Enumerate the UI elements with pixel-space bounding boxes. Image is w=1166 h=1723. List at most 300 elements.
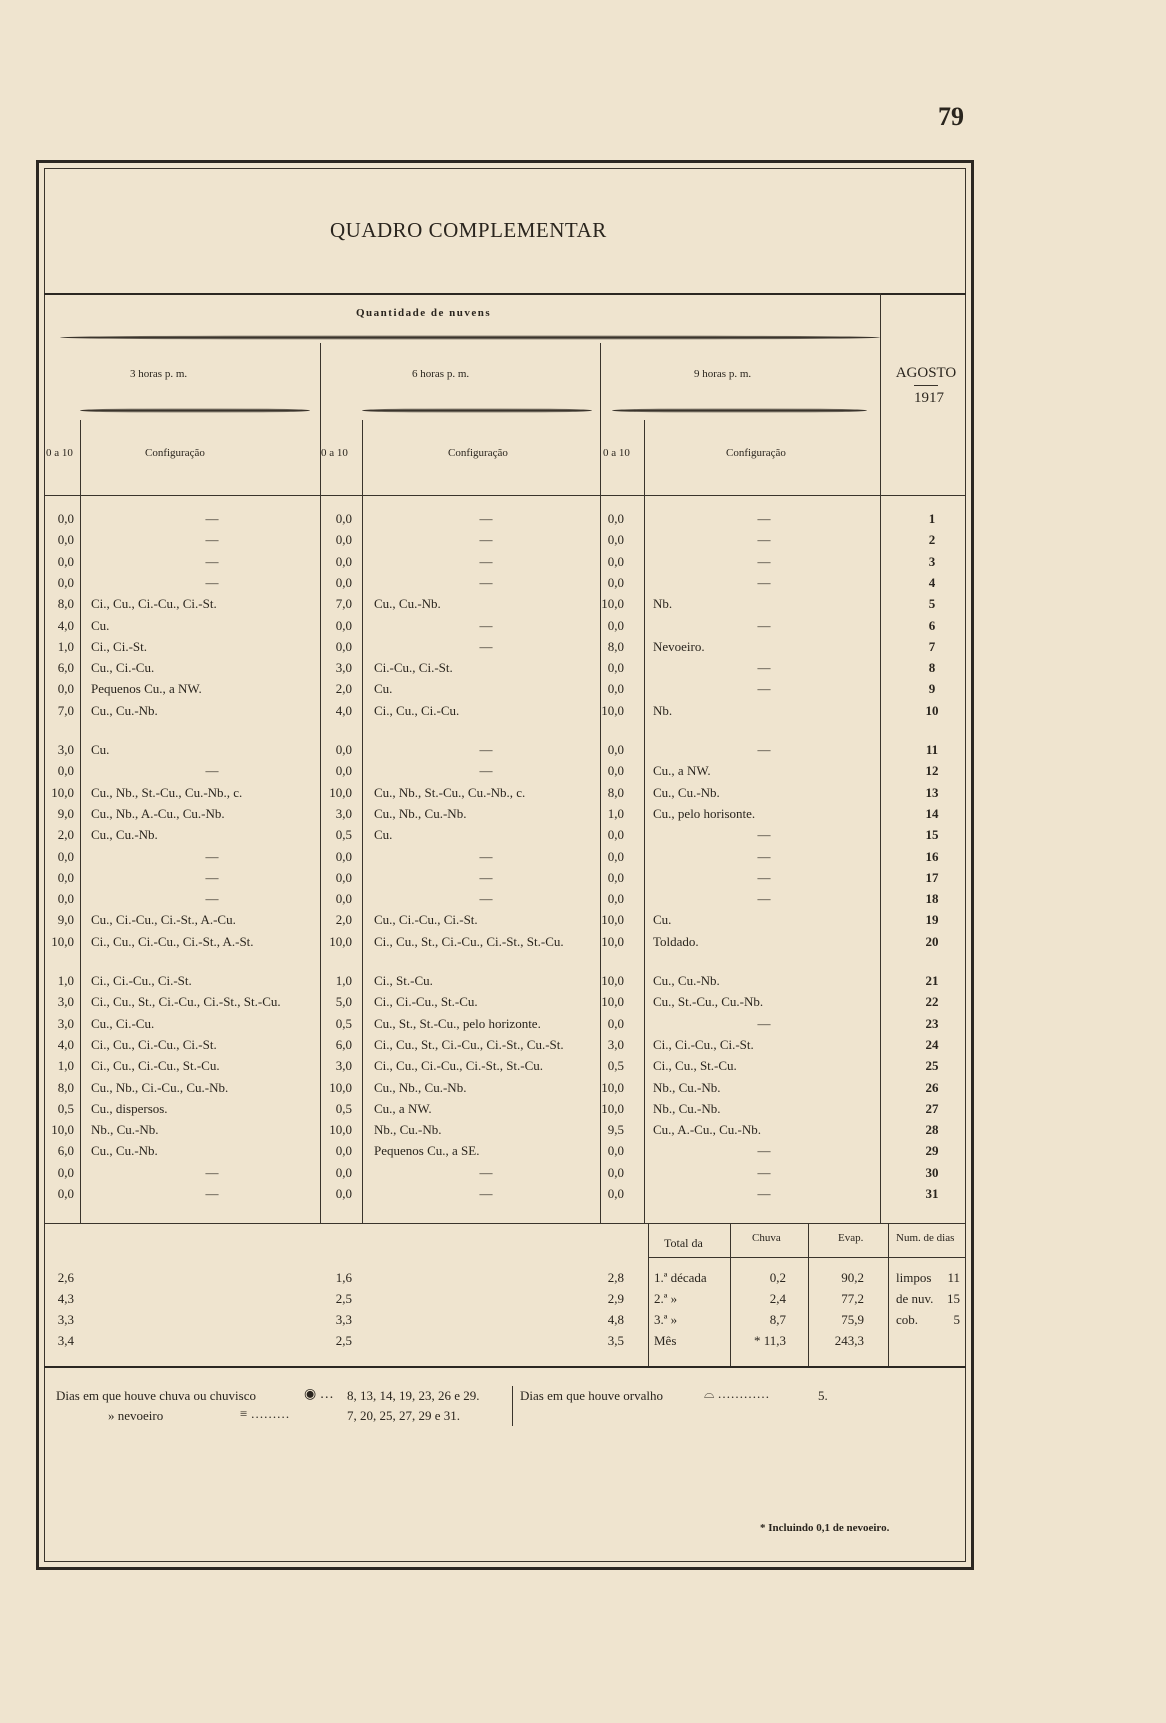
average-p1: 3,3	[57, 1312, 74, 1327]
table-row	[44, 806, 966, 826]
table-row	[44, 1143, 966, 1163]
day-number: 17	[925, 870, 939, 885]
fog-days-label: » nevoeiro	[108, 1408, 164, 1423]
table-row	[44, 1037, 966, 1057]
cloud-config-3pm: Ci., Cu., Ci.-Cu., Ci.-St.	[91, 1037, 217, 1052]
cloud-config-6pm: Ci., Cu., St., Ci.-Cu., Ci.-St., Cu.-St.	[374, 1037, 564, 1052]
cloud-amount-3pm: 0,5	[57, 1101, 74, 1116]
cloud-amount-6pm: 0,0	[335, 575, 352, 590]
cloud-amount-9pm: 0,0	[607, 849, 624, 864]
cloud-config-6pm: —	[479, 870, 493, 885]
period-1-swash	[80, 408, 310, 413]
average-p3: 2,8	[607, 1270, 624, 1285]
day-number: 15	[925, 827, 939, 842]
cloud-config-9pm: Toldado.	[653, 934, 699, 949]
table-row	[44, 681, 966, 701]
table-row	[44, 849, 966, 869]
cloud-amount-3pm: 0,0	[57, 1165, 74, 1180]
cloud-config-6pm: —	[479, 742, 493, 757]
cloud-amount-3pm: 9,0	[57, 806, 74, 821]
col-amount-2: 0 a 10	[321, 447, 348, 459]
cloud-config-9pm: Nb., Cu.-Nb.	[653, 1101, 721, 1116]
cloud-amount-6pm: 0,0	[335, 849, 352, 864]
cloud-config-9pm: Nevoeiro.	[653, 639, 705, 654]
cloud-config-9pm: Nb.	[653, 703, 673, 718]
cloud-amount-9pm: 3,0	[607, 1037, 624, 1052]
totals-chuva-value: * 11,3	[753, 1333, 786, 1348]
cloud-config-3pm: —	[205, 575, 219, 590]
cloud-amount-3pm: 6,0	[57, 660, 74, 675]
table-row	[44, 763, 966, 783]
cloud-amount-6pm: 6,0	[335, 1037, 352, 1052]
totals-chuva-value: 0,2	[769, 1270, 786, 1285]
cloud-config-9pm: —	[757, 849, 771, 864]
day-number: 23	[925, 1016, 939, 1031]
cloud-config-9pm: —	[757, 660, 771, 675]
cloud-amount-6pm: 0,0	[335, 532, 352, 547]
cloud-config-6pm: —	[479, 763, 493, 778]
dew-days-list: 5.	[818, 1388, 828, 1403]
day-number: 22	[925, 994, 939, 1009]
cloud-config-3pm: Ci., Cu., St., Ci.-Cu., Ci.-St., St.-Cu.	[91, 994, 281, 1009]
title-divider	[44, 293, 966, 295]
days-count-label: cob.	[896, 1312, 919, 1327]
cloud-config-9pm: Cu.	[653, 912, 672, 927]
day-number: 16	[925, 849, 939, 864]
cloud-amount-3pm: 8,0	[57, 1080, 74, 1095]
cloud-amount-6pm: 0,0	[335, 1165, 352, 1180]
cloud-amount-6pm: 5,0	[335, 994, 352, 1009]
cloud-amount-6pm: 0,0	[335, 870, 352, 885]
totals-row-label: 3.ª »	[654, 1312, 678, 1327]
cloud-amount-6pm: 0,0	[335, 763, 352, 778]
table-row	[44, 532, 966, 552]
cloud-amount-3pm: 6,0	[57, 1143, 74, 1158]
cloud-amount-6pm: 0,0	[335, 618, 352, 633]
cloud-amount-9pm: 10,0	[601, 994, 624, 1009]
cloud-config-9pm: Cu., a NW.	[653, 763, 711, 778]
header-bottom-rule	[44, 495, 966, 496]
cloud-config-3pm: —	[205, 511, 219, 526]
cloud-config-6pm: Ci., St.-Cu.	[374, 973, 433, 988]
cloud-amount-9pm: 0,0	[607, 681, 624, 696]
cloud-amount-3pm: 3,0	[57, 742, 74, 757]
cloud-config-9pm: —	[757, 742, 771, 757]
average-p2: 2,5	[335, 1291, 352, 1306]
cloud-amount-6pm: 0,5	[335, 827, 352, 842]
cloud-amount-9pm: 0,0	[607, 827, 624, 842]
day-number: 8	[928, 660, 936, 675]
cloud-amount-3pm: 10,0	[51, 934, 74, 949]
cloud-config-6pm: Ci., Cu., Ci.-Cu., Ci.-St., St.-Cu.	[374, 1058, 544, 1073]
cloud-amount-9pm: 10,0	[601, 912, 624, 927]
cloud-amount-3pm: 3,0	[57, 994, 74, 1009]
day-number: 4	[928, 575, 936, 590]
cloud-amount-3pm: 0,0	[57, 554, 74, 569]
page-number: 79	[938, 102, 964, 131]
totals-row-label: 1.ª década	[654, 1270, 707, 1285]
cloud-config-6pm: —	[479, 618, 493, 633]
cloud-config-9pm: —	[757, 532, 771, 547]
cloud-config-3pm: Cu., Ci.-Cu., Ci.-St., A.-Cu.	[91, 912, 236, 927]
cloud-amount-9pm: 0,0	[607, 575, 624, 590]
cloud-config-9pm: —	[757, 681, 771, 696]
cloud-config-3pm: Cu., Nb., St.-Cu., Cu.-Nb., c.	[91, 785, 243, 800]
cloud-amount-3pm: 2,0	[57, 827, 74, 842]
cloud-amount-9pm: 0,0	[607, 742, 624, 757]
average-p3: 3,5	[607, 1333, 624, 1348]
day-number: 7	[928, 639, 936, 654]
cloud-amount-9pm: 0,0	[607, 1016, 624, 1031]
cloud-amount-9pm: 0,0	[607, 532, 624, 547]
table-row	[44, 596, 966, 616]
cloud-config-3pm: —	[205, 1165, 219, 1180]
table-row	[44, 618, 966, 638]
cloud-config-6pm: Cu., Ci.-Cu., Ci.-St.	[374, 912, 478, 927]
cloud-config-3pm: Ci., Cu., Ci.-Cu., Ci.-St.	[91, 596, 217, 611]
average-p1: 3,4	[57, 1333, 74, 1348]
average-p1: 2,6	[57, 1270, 74, 1285]
cloud-config-9pm: —	[757, 1165, 771, 1180]
table-row	[44, 1016, 966, 1036]
cloud-config-3pm: Cu.	[91, 618, 110, 633]
day-number: 1	[928, 511, 936, 526]
cloud-config-6pm: Cu., a NW.	[374, 1101, 432, 1116]
col-amount-3: 0 a 10	[603, 447, 630, 459]
cloud-config-3pm: —	[205, 532, 219, 547]
cloud-amount-9pm: 10,0	[601, 1101, 624, 1116]
cloud-amount-6pm: 0,0	[335, 554, 352, 569]
day-number: 9	[928, 681, 936, 696]
cloud-amount-3pm: 0,0	[57, 870, 74, 885]
cloud-amount-9pm: 8,0	[607, 639, 624, 654]
cloud-amount-6pm: 10,0	[329, 934, 352, 949]
cloud-amount-3pm: 0,0	[57, 511, 74, 526]
cloud-amount-9pm: 0,0	[607, 763, 624, 778]
cloud-amount-3pm: 10,0	[51, 1122, 74, 1137]
totals-divider-3	[808, 1223, 809, 1366]
cloud-config-6pm: —	[479, 891, 493, 906]
cloud-config-9pm: Cu., A.-Cu., Cu.-Nb.	[653, 1122, 761, 1137]
dew-days-label: Dias em que houve orvalho	[520, 1388, 663, 1403]
day-number: 27	[925, 1101, 939, 1116]
cloud-config-6pm: Cu., St., St.-Cu., pelo horizonte.	[374, 1016, 541, 1031]
cloud-config-6pm: —	[479, 639, 493, 654]
cloud-amount-3pm: 0,0	[57, 849, 74, 864]
cloud-amount-6pm: 0,0	[335, 1186, 352, 1201]
cloud-amount-3pm: 0,0	[57, 575, 74, 590]
totals-header-rule	[648, 1257, 966, 1258]
cloud-config-3pm: Nb., Cu.-Nb.	[91, 1122, 159, 1137]
dew-symbol-icon: ⌓ …………	[704, 1386, 770, 1401]
cloud-amount-6pm: 10,0	[329, 1080, 352, 1095]
cloud-amount-6pm: 4,0	[335, 703, 352, 718]
average-p3: 4,8	[607, 1312, 624, 1327]
cloud-config-3pm: —	[205, 763, 219, 778]
cloud-config-6pm: Ci., Cu., Ci.-Cu.	[374, 703, 460, 718]
period-3-label: 9 horas p. m.	[694, 368, 752, 380]
month-header	[886, 365, 966, 407]
table-row	[44, 827, 966, 847]
cloud-config-6pm: —	[479, 849, 493, 864]
cloud-config-9pm: —	[757, 1186, 771, 1201]
cloud-config-9pm: —	[757, 891, 771, 906]
cloud-config-6pm: —	[479, 575, 493, 590]
table-row	[44, 1122, 966, 1142]
cloud-config-3pm: Cu., dispersos.	[91, 1101, 168, 1116]
table-row	[44, 1186, 966, 1206]
cloud-config-6pm: Cu., Nb., St.-Cu., Cu.-Nb., c.	[374, 785, 526, 800]
cloud-amount-3pm: 1,0	[57, 1058, 74, 1073]
cloud-amount-6pm: 0,0	[335, 742, 352, 757]
table-row	[44, 639, 966, 659]
cloud-amount-3pm: 1,0	[57, 639, 74, 654]
cloud-config-9pm: Cu., Cu.-Nb.	[653, 973, 720, 988]
cloud-amount-6pm: 10,0	[329, 785, 352, 800]
average-p2: 2,5	[335, 1333, 352, 1348]
days-count-label: de nuv.	[896, 1291, 934, 1306]
cloud-config-6pm: Cu.	[374, 827, 393, 842]
year-label: 1917	[914, 385, 938, 407]
cloud-config-3pm: Cu., Ci.-Cu.	[91, 1016, 155, 1031]
day-number: 3	[928, 554, 936, 569]
body-bottom-rule	[44, 1223, 966, 1224]
totals-row-label: Mês	[654, 1333, 677, 1348]
cloud-config-9pm: Cu., Cu.-Nb.	[653, 785, 720, 800]
average-p2: 1,6	[335, 1270, 352, 1285]
cloud-config-3pm: Cu., Ci.-Cu.	[91, 660, 155, 675]
cloud-amount-9pm: 9,5	[607, 1122, 624, 1137]
totals-header-total: Total da	[664, 1236, 703, 1250]
cloud-config-3pm: Cu., Nb., A.-Cu., Cu.-Nb.	[91, 806, 225, 821]
footnote: * Incluindo 0,1 de nevoeiro.	[760, 1522, 890, 1534]
totals-divider-4	[888, 1223, 889, 1366]
day-number: 10	[925, 703, 939, 718]
cloud-config-9pm: Cu., St.-Cu., Cu.-Nb.	[653, 994, 764, 1009]
cloud-config-6pm: Nb., Cu.-Nb.	[374, 1122, 442, 1137]
cloud-config-9pm: Ci., Ci.-Cu., Ci.-St.	[653, 1037, 754, 1052]
cloud-amount-9pm: 0,0	[607, 618, 624, 633]
cloud-config-3pm: Cu., Cu.-Nb.	[91, 1143, 158, 1158]
col-amount-1: 0 a 10	[46, 447, 73, 459]
day-number: 6	[928, 618, 936, 633]
day-number: 20	[925, 934, 939, 949]
cloud-config-3pm: Ci., Cu., Ci.-Cu., Ci.-St., A.-St.	[91, 934, 254, 949]
cloud-config-9pm: Nb.	[653, 596, 673, 611]
cloud-config-6pm: Ci., Ci.-Cu., St.-Cu.	[374, 994, 478, 1009]
cloud-amount-9pm: 0,5	[607, 1058, 624, 1073]
totals-chuva-value: 8,7	[769, 1312, 786, 1327]
cloud-amount-6pm: 3,0	[335, 1058, 352, 1073]
table-row	[44, 1165, 966, 1185]
cloud-amount-6pm: 7,0	[335, 596, 352, 611]
cloud-amount-9pm: 10,0	[601, 1080, 624, 1095]
cloud-config-9pm: —	[757, 511, 771, 526]
days-count-value: 5	[953, 1312, 960, 1327]
cloud-amount-3pm: 10,0	[51, 785, 74, 800]
cloud-config-9pm: Nb., Cu.-Nb.	[653, 1080, 721, 1095]
cloud-config-3pm: —	[205, 891, 219, 906]
cloud-amount-9pm: 0,0	[607, 511, 624, 526]
cloud-config-6pm: Cu., Nb., Cu.-Nb.	[374, 806, 467, 821]
day-number: 13	[925, 785, 939, 800]
cloud-config-9pm: —	[757, 1143, 771, 1158]
cloud-amount-6pm: 0,0	[335, 511, 352, 526]
table-row	[44, 703, 966, 723]
section-header: Quantidade de nuvens	[356, 307, 492, 319]
table-row	[44, 554, 966, 574]
col-config-3: Configuração	[726, 447, 786, 459]
totals-divider-1	[648, 1223, 649, 1366]
cloud-config-3pm: Ci., Cu., Ci.-Cu., St.-Cu.	[91, 1058, 220, 1073]
month-label: AGOSTO	[895, 365, 957, 381]
cloud-config-3pm: —	[205, 554, 219, 569]
totals-evap-value: 75,9	[841, 1312, 864, 1327]
period-2-swash	[362, 408, 592, 413]
cloud-amount-3pm: 0,0	[57, 1186, 74, 1201]
totals-row-label: 2.ª »	[654, 1291, 678, 1306]
table-row	[44, 1058, 966, 1078]
day-number: 31	[925, 1186, 939, 1201]
cloud-amount-6pm: 2,0	[335, 681, 352, 696]
day-number: 28	[925, 1122, 939, 1137]
totals-header-evap: Evap.	[838, 1232, 864, 1244]
cloud-amount-3pm: 0,0	[57, 891, 74, 906]
period-1-label: 3 horas p. m.	[130, 368, 188, 380]
cloud-amount-9pm: 10,0	[601, 703, 624, 718]
day-number: 5	[928, 596, 936, 611]
table-title: QUADRO COMPLEMENTAR	[330, 218, 607, 242]
day-number: 12	[925, 763, 939, 778]
cloud-amount-6pm: 0,0	[335, 891, 352, 906]
table-row	[44, 994, 966, 1014]
cloud-amount-3pm: 8,0	[57, 596, 74, 611]
cloud-config-3pm: —	[205, 849, 219, 864]
average-p1: 4,3	[57, 1291, 74, 1306]
cloud-config-3pm: Pequenos Cu., a NW.	[91, 681, 202, 696]
cloud-config-9pm: —	[757, 575, 771, 590]
cloud-config-6pm: —	[479, 532, 493, 547]
totals-header-dias: Num. de dias	[896, 1232, 955, 1244]
totals-evap-value: 243,3	[834, 1333, 864, 1348]
cloud-amount-3pm: 1,0	[57, 973, 74, 988]
totals-divider-2	[730, 1223, 731, 1366]
footer-divider	[512, 1386, 513, 1426]
cloud-amount-3pm: 7,0	[57, 703, 74, 718]
day-number: 2	[928, 532, 936, 547]
day-number: 24	[925, 1037, 939, 1052]
rain-symbol-icon: ◉ …	[304, 1387, 334, 1402]
cloud-config-6pm: —	[479, 1165, 493, 1180]
average-p2: 3,3	[335, 1312, 352, 1327]
cloud-config-3pm: Cu., Nb., Ci.-Cu., Cu.-Nb.	[91, 1080, 229, 1095]
cloud-amount-9pm: 10,0	[601, 934, 624, 949]
cloud-amount-9pm: 0,0	[607, 554, 624, 569]
cloud-config-6pm: Cu., Nb., Cu.-Nb.	[374, 1080, 467, 1095]
day-number: 11	[925, 742, 939, 757]
cloud-amount-9pm: 0,0	[607, 870, 624, 885]
cloud-config-3pm: Ci., Ci.-St.	[91, 639, 147, 654]
table-row	[44, 742, 966, 762]
summary-bottom-rule	[44, 1366, 966, 1368]
header-swash	[60, 335, 880, 340]
cloud-amount-3pm: 3,0	[57, 1016, 74, 1031]
totals-evap-value: 90,2	[841, 1270, 864, 1285]
cloud-config-6pm: —	[479, 554, 493, 569]
cloud-config-3pm: Cu.	[91, 742, 110, 757]
day-number: 30	[925, 1165, 939, 1180]
cloud-amount-9pm: 0,0	[607, 660, 624, 675]
day-number: 29	[925, 1143, 939, 1158]
rain-days-label: Dias em que houve chuva ou chuvisco	[56, 1388, 257, 1403]
cloud-amount-9pm: 0,0	[607, 1165, 624, 1180]
cloud-amount-6pm: 0,0	[335, 1143, 352, 1158]
cloud-amount-6pm: 1,0	[335, 973, 352, 988]
cloud-config-9pm: Cu., pelo horisonte.	[653, 806, 756, 821]
cloud-config-6pm: Pequenos Cu., a SE.	[374, 1143, 480, 1158]
col-config-1: Configuração	[145, 447, 205, 459]
cloud-amount-9pm: 10,0	[601, 596, 624, 611]
cloud-amount-6pm: 0,5	[335, 1101, 352, 1116]
cloud-config-9pm: —	[757, 1016, 771, 1031]
table-row	[44, 660, 966, 680]
cloud-amount-3pm: 9,0	[57, 912, 74, 927]
cloud-config-3pm: —	[205, 870, 219, 885]
day-number: 21	[925, 973, 939, 988]
table-row	[44, 870, 966, 890]
day-number: 25	[925, 1058, 939, 1073]
day-number: 26	[925, 1080, 939, 1095]
days-count-value: 15	[947, 1291, 960, 1306]
table-row	[44, 1080, 966, 1100]
cloud-config-6pm: Cu., Cu.-Nb.	[374, 596, 441, 611]
cloud-config-3pm: Cu., Cu.-Nb.	[91, 827, 158, 842]
cloud-amount-6pm: 3,0	[335, 806, 352, 821]
cloud-amount-3pm: 0,0	[57, 681, 74, 696]
period-3-swash	[612, 408, 867, 413]
totals-header-chuva: Chuva	[752, 1232, 781, 1244]
table-row	[44, 973, 966, 993]
cloud-amount-9pm: 8,0	[607, 785, 624, 800]
cloud-amount-6pm: 3,0	[335, 660, 352, 675]
rain-days-list: 8, 13, 14, 19, 23, 26 e 29.	[347, 1388, 480, 1403]
cloud-config-6pm: —	[479, 1186, 493, 1201]
totals-evap-value: 77,2	[841, 1291, 864, 1306]
fog-symbol-icon: ≡ ………	[240, 1406, 290, 1421]
cloud-amount-9pm: 0,0	[607, 891, 624, 906]
table-row	[44, 934, 966, 954]
totals-chuva-value: 2,4	[769, 1291, 786, 1306]
cloud-amount-6pm: 0,5	[335, 1016, 352, 1031]
table-row	[44, 1101, 966, 1121]
table-row	[44, 575, 966, 595]
fog-days-list: 7, 20, 25, 27, 29 e 31.	[347, 1408, 461, 1423]
cloud-amount-3pm: 0,0	[57, 763, 74, 778]
cloud-config-3pm: —	[205, 1186, 219, 1201]
table-row	[44, 891, 966, 911]
cloud-amount-9pm: 0,0	[607, 1143, 624, 1158]
cloud-config-6pm: Cu.	[374, 681, 393, 696]
day-number: 19	[925, 912, 939, 927]
table-row	[44, 511, 966, 531]
average-p3: 2,9	[607, 1291, 624, 1306]
cloud-config-9pm: —	[757, 827, 771, 842]
cloud-config-3pm: Ci., Ci.-Cu., Ci.-St.	[91, 973, 192, 988]
cloud-amount-6pm: 0,0	[335, 639, 352, 654]
cloud-amount-3pm: 4,0	[57, 618, 74, 633]
cloud-amount-6pm: 2,0	[335, 912, 352, 927]
table-row	[44, 912, 966, 932]
